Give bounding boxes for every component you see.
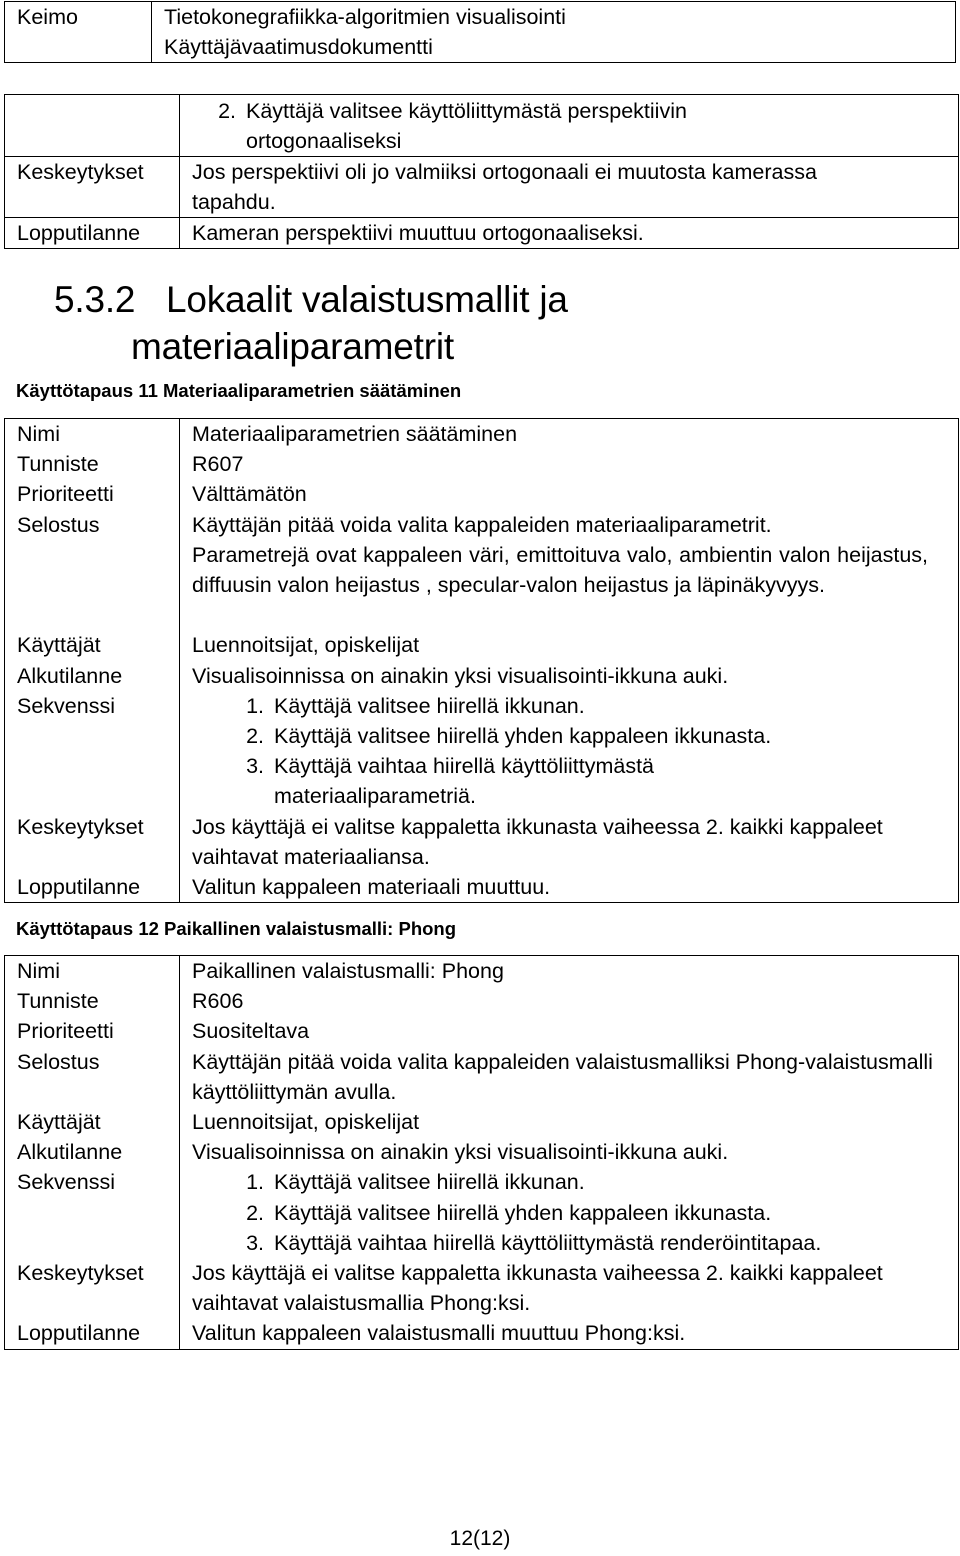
uc12-nimi: Paikallinen valaistusmalli: Phong: [192, 959, 504, 983]
uc11-label-selostus: Selostus: [17, 512, 100, 537]
uc11-tunniste: R607: [192, 452, 244, 477]
prev-sequence-step: 2. Käyttäjä valitsee käyttöliittymästä perspektiivin ortogonaaliseksi: [242, 96, 958, 156]
uc12-label-keskeytykset: Keskeytykset: [17, 1261, 144, 1285]
uc12-label-tunniste: Tunniste: [17, 989, 99, 1014]
uc11-sekvenssi-step: 2. Käyttäjä valitsee hiirellä yhden kappaleen ikkunasta.: [270, 721, 838, 751]
header-title: [152, 2, 956, 63]
prev-lopputilanne-label: Lopputilanne: [5, 218, 180, 249]
uc11-prioriteetti: Välttämätön: [192, 482, 307, 507]
uc12-sekvenssi-step: 1. Käyttäjä valitsee hiirellä ikkunan.: [270, 1167, 944, 1197]
prev-lopputilanne-value: Kameran perspektiivi muuttuu ortogonaaliseksi.: [180, 218, 959, 249]
uc12-keskeytykset: Jos käyttäjä ei valitse kappaletta ikkunasta vaiheessa 2. kaikki kappaleet vaihtavat valaistusmallia Phong:ksi.: [192, 1261, 883, 1316]
prev-keskeytykset-label: Keskeytykset: [5, 157, 180, 218]
uc11-label-alkutilanne: Alkutilanne: [17, 663, 123, 688]
uc11-sekvenssi-step: 1. Käyttäjä valitsee hiirellä ikkunan.: [270, 691, 838, 721]
previous-usecase-table: [4, 94, 959, 249]
section-heading: [54, 276, 568, 370]
usecase11-caption: Käyttötapaus 11 Materiaaliparametrien säätäminen: [16, 380, 462, 401]
uc12-sekvenssi-list: [192, 1167, 944, 1258]
uc11-label-nimi: Nimi: [17, 422, 60, 446]
uc12-label-nimi: Nimi: [17, 959, 60, 983]
uc11-selostus-1: Käyttäjän pitää voida valita kappaleiden materiaaliparametrit.: [192, 512, 772, 537]
uc12-labels: [5, 956, 180, 1350]
usecase12-table: [4, 955, 959, 1350]
header-title-line2: Käyttäjävaatimusdokumentti: [164, 35, 433, 59]
uc12-alkutilanne: Visualisoinnissa on ainakin yksi visualisointi-ikkuna auki.: [192, 1140, 729, 1165]
usecase12-caption: Käyttötapaus 12 Paikallinen valaistusmalli: Phong: [16, 918, 457, 939]
uc12-selostus: Käyttäjän pitää voida valita kappaleiden valaistusmalliksi Phong-valaistusmalli käyttöliittymän avulla.: [192, 1049, 933, 1104]
uc11-label-prioriteetti: Prioriteetti: [17, 482, 114, 507]
prev-sequence-label: [5, 95, 180, 157]
uc12-label-alkutilanne: Alkutilanne: [17, 1140, 123, 1165]
uc12-label-prioriteetti: Prioriteetti: [17, 1019, 114, 1044]
uc12-label-selostus: Selostus: [17, 1049, 100, 1074]
uc12-sekvenssi-step: 3. Käyttäjä vaihtaa hiirellä käyttöliittymästä renderöintitapaa.: [270, 1228, 944, 1258]
uc11-label-lopputilanne: Lopputilanne: [17, 875, 141, 899]
uc12-label-kayttajat: Käyttäjät: [17, 1110, 101, 1134]
header-title-line1: Tietokonegrafiikka-algoritmien visualisointi: [164, 5, 566, 29]
uc11-values: [180, 419, 959, 903]
uc11-label-keskeytykset: Keskeytykset: [17, 814, 144, 839]
uc12-kayttajat: Luennoitsijat, opiskelijat: [192, 1110, 420, 1134]
uc11-label-sekvenssi: Sekvenssi: [17, 693, 115, 718]
section-title-line2: materiaaliparametrit: [131, 326, 454, 367]
uc11-sekvenssi-step: 3. Käyttäjä vaihtaa hiirellä käyttöliittymästä materiaaliparametriä.: [270, 751, 838, 811]
section-title-line1: Lokaalit valaistusmallit ja: [166, 279, 568, 320]
document-header: [4, 1, 956, 63]
uc11-kayttajat: Luennoitsijat, opiskelijat: [192, 633, 420, 658]
uc12-tunniste: R606: [192, 989, 244, 1014]
prev-keskeytykset-value: Jos perspektiivi oli jo valmiiksi ortogonaali ei muutosta kamerassa tapahdu.: [180, 157, 959, 218]
prev-sequence-cell: [180, 95, 959, 157]
header-author: Keimo: [5, 2, 152, 63]
uc12-label-sekvenssi: Sekvenssi: [17, 1170, 115, 1195]
uc12-values: [180, 956, 959, 1350]
section-number: 5.3.2: [54, 279, 136, 320]
usecase11-table: [4, 418, 959, 903]
uc11-lopputilanne: Valitun kappaleen materiaali muuttuu.: [192, 875, 551, 900]
uc11-labels: [5, 419, 180, 903]
uc11-nimi: Materiaaliparametrien säätäminen: [192, 422, 518, 446]
uc12-lopputilanne: Valitun kappaleen valaistusmalli muuttuu Phong:ksi.: [192, 1321, 686, 1346]
uc11-label-kayttajat: Käyttäjät: [17, 633, 101, 658]
uc11-sekvenssi-list: [192, 691, 928, 812]
uc11-selostus-2: Parametrejä ovat kappaleen väri, emittoituva valo, ambientin valon heijastus, diffuusin valon heijastus , specular-valon heijastus ja läpinäkyvyys.: [192, 542, 928, 598]
uc12-prioriteetti: Suositeltava: [192, 1019, 310, 1044]
uc11-keskeytykset: Jos käyttäjä ei valitse kappaletta ikkunasta vaiheessa 2. kaikki kappaleet vaihtavat materiaaliansa.: [192, 814, 883, 869]
uc11-alkutilanne: Visualisoinnissa on ainakin yksi visualisointi-ikkuna auki.: [192, 663, 729, 688]
uc12-label-lopputilanne: Lopputilanne: [17, 1321, 141, 1346]
uc11-label-tunniste: Tunniste: [17, 452, 99, 477]
uc12-sekvenssi-step: 2. Käyttäjä valitsee hiirellä yhden kappaleen ikkunasta.: [270, 1198, 944, 1228]
page-number: 12(12): [449, 1527, 511, 1550]
